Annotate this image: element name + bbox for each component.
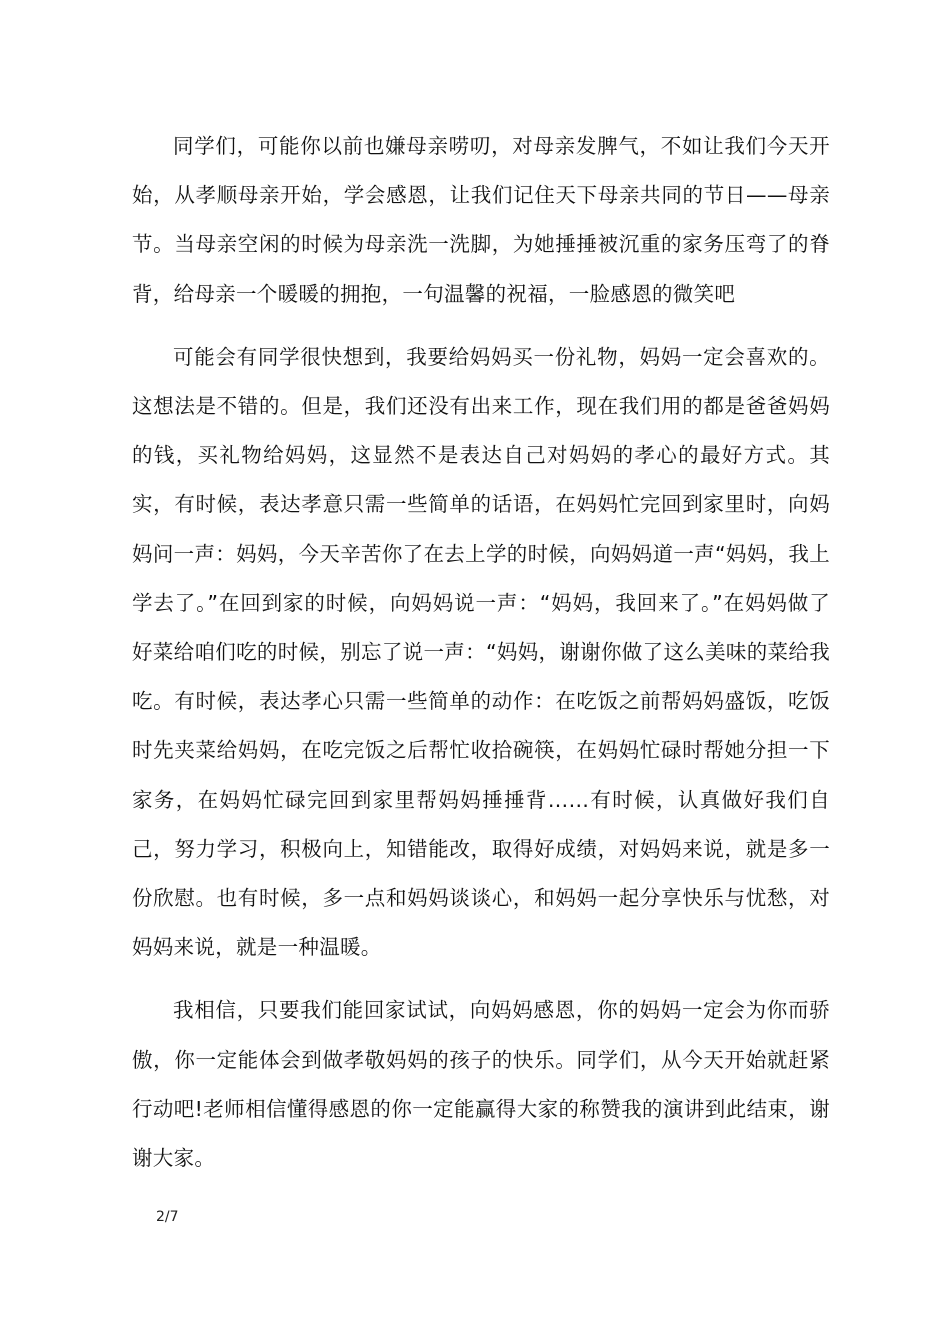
- paragraph-1: 同学们，可能你以前也嫌母亲唠叨，对母亲发脾气，不如让我们今天开始，从孝顺母亲开始，学会感恩，让我们记住天下母亲共同的节日——母亲节。当母亲空闲的时候为母亲洗一洗脚，为她捶捶被沉重的家务压弯了的脊背，给母亲一个暖暖的拥抱，一句温馨的祝福，一脸感恩的微笑吧: [132, 134, 830, 306]
- page-number: 2/7: [156, 1209, 179, 1225]
- body-text: [132, 122, 830, 1197]
- paragraph-3: 我相信，只要我们能回家试试，向妈妈感恩，你的妈妈一定会为你而骄傲，你一定能体会到做孝敬妈妈的孩子的快乐。同学们，从今天开始就赶紧行动吧!老师相信懂得感恩的你一定能赢得大家的称赞我的演讲到此结束，谢谢大家。: [132, 998, 830, 1171]
- paragraph-2: 可能会有同学很快想到，我要给妈妈买一份礼物，妈妈一定会喜欢的。这想法是不错的。但是，我们还没有出来工作，现在我们用的都是爸爸妈妈的钱，买礼物给妈妈，这显然不是表达自己对妈妈的孝心的最好方式。其实，有时候，表达孝意只需一些简单的话语，在妈妈忙完回到家里时，向妈妈问一声：妈妈，今天辛苦你了在去上学的时候，向妈妈道一声“妈妈，我上学去了。”在回到家的时候，向妈妈说一声：“妈妈，我回来了。”在妈妈做了好菜给咱们吃的时候，别忘了说一声：“妈妈，谢谢你做了这么美味的菜给我吃。有时候，表达孝心只需一些简单的动作：在吃饭之前帮妈妈盛饭，吃饭时先夹菜给妈妈，在吃完饭之后帮忙收拾碗筷，在妈妈忙碌时帮她分担一下家务，在妈妈忙碌完回到家里帮妈妈捶捶背……有时候，认真做好我们自己，努力学习，积极向上，知错能改，取得好成绩，对妈妈来说，就是多一份欣慰。也有时候，多一点和妈妈谈谈心，和妈妈一起分享快乐与忧愁，对妈妈来说，就是一种温暖。: [132, 344, 830, 960]
